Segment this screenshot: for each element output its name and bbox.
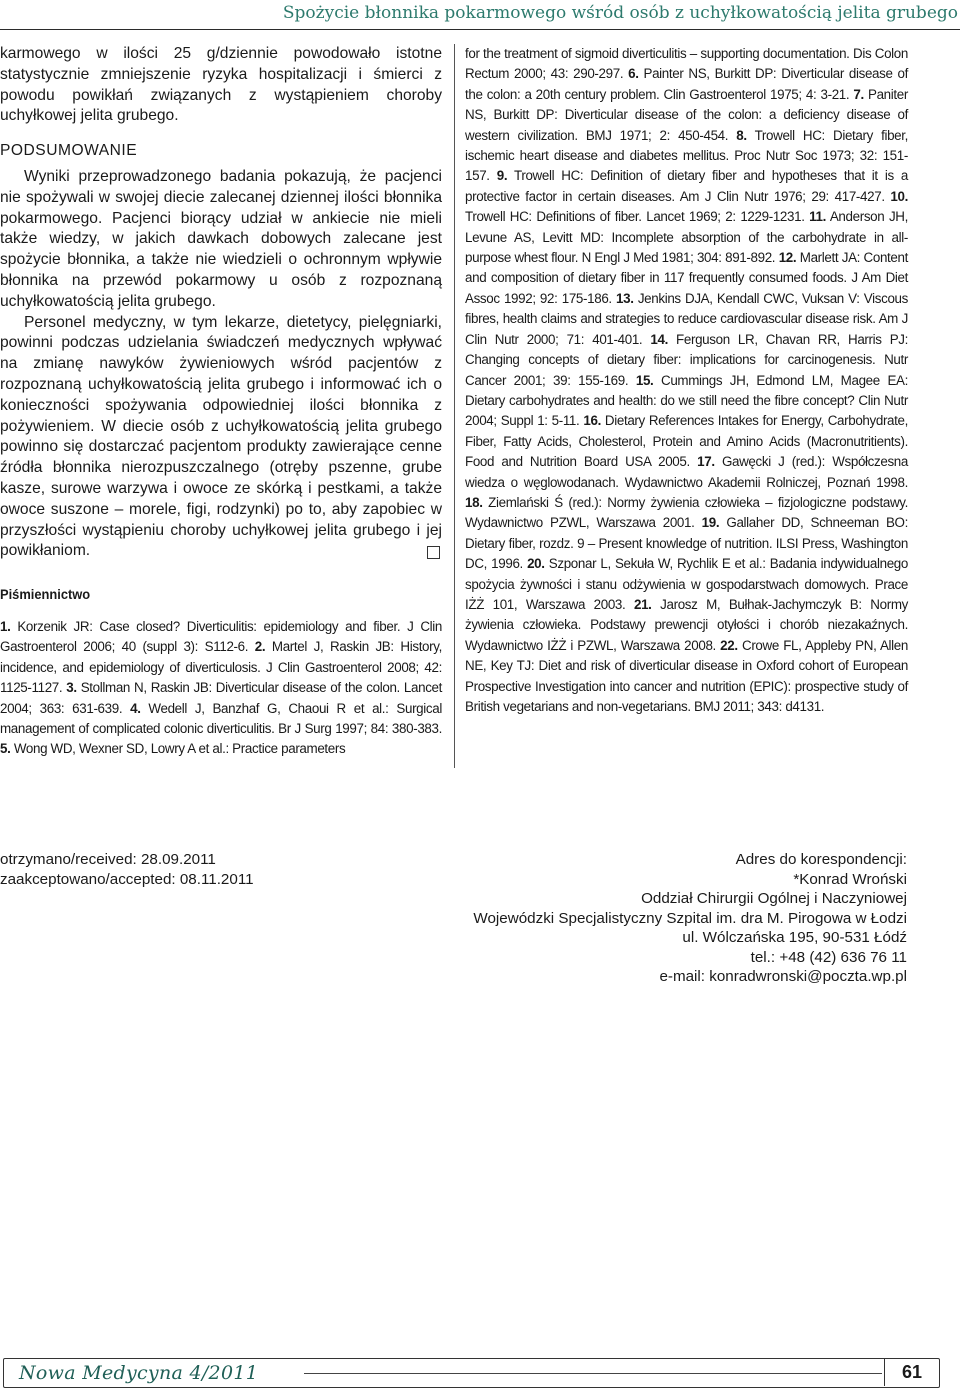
page-number: 61 xyxy=(884,1359,939,1386)
reference-text: for the treatment of sigmoid diverticulitis – supporting documentation. Dis Colon Rectum 2000; 43: 290-297. xyxy=(465,46,908,82)
received-date: otrzymano/received: 28.09.2011 xyxy=(0,851,216,868)
square-end-mark-icon xyxy=(427,546,440,559)
summary-paragraph-2-text: Personel medyczny, w tym lekarze, dietetycy, pielęgniarki, powinni podczas udzielania świadczeń medycznych wpływać na zmianę nawyków żywieniowych wśród pacjentów z rozpoznaną uchyłkowatością jelita grubego i informować ich o konieczności spożywania odpowiedniej ilości błonnika z pożywieniem. W diecie osób z uchyłkowatością jelita grubego powinno się dostarczać pacjentom produkty zawierające cenne źródła błonnika nierozpuszczalnego (otręby pszenne, grube kasze, surowe warzywa i owoce ze skórką i pestkami, a także owoce suszone – morele, figi, rodzynki) po to, aby zapobiec w przyszłości wystąpieniu choroby uchyłkowej jelita grubego i jej powikłaniom. xyxy=(0,313,442,560)
reference-number: 7. xyxy=(853,86,864,102)
reference-number: 12. xyxy=(778,250,797,266)
summary-paragraph-2 xyxy=(0,313,442,563)
reference-text: Wong WD, Wexner SD, Lowry A et al.: Practice parameters xyxy=(10,741,346,757)
intro-paragraph: karmowego w ilości 25 g/dziennie powodowało istotne statystycznie zmniejszenie ryzyka hospitalizacji i śmierci z powodu powikłań związanych z wystąpieniem choroby uchyłkowej jelita grubego. xyxy=(0,45,442,125)
reference-text: Jenkins DJA, Kendall CWC, Vuksan V: Viscous fibres, health claims and strategies to reduce cardiovascular disease risk. Am J Clin Nutr 2000; 71: 401-401. xyxy=(465,290,908,347)
correspondence-name: *Konrad Wroński xyxy=(793,870,907,888)
reference-text: Ziemlański Ś (red.): Normy żywienia człowieka – fizjologiczne podstawy. Wydawnictwo PZWL, Warszawa 2001. xyxy=(465,494,908,531)
references-heading: Piśmiennictwo xyxy=(0,586,91,603)
column-divider xyxy=(454,44,455,768)
references-list-right xyxy=(465,44,908,717)
left-column xyxy=(0,44,442,760)
correspondence-department: Oddział Chirurgii Ogólnej i Naczyniowej xyxy=(641,890,907,907)
reference-number: 19. xyxy=(701,515,720,531)
reference-number: 10. xyxy=(890,188,908,204)
reference-text: Trowell HC: Definitions of fiber. Lancet 1969; 2: 1229-1231. xyxy=(465,209,810,225)
correspondence-label: Adres do korespondencji: xyxy=(735,851,907,868)
reference-text: Dietary References Intakes for Energy, Carbohydrate, Fiber, Fatty Acids, Cholesterol, Protein and Amino Acids (Macronutritients). Food and Nutrition Board USA 2005. xyxy=(465,413,908,470)
reference-number: 1. xyxy=(0,618,11,634)
journal-footer-bar xyxy=(3,1358,940,1388)
running-head xyxy=(0,0,960,30)
reference-text: Ferguson LR, Chavan RR, Harris PJ: Changing concepts of dietary fiber: implications for carcinogenesis. Nutr Cancer 2001; 39: 155-169. xyxy=(465,331,909,388)
correspondence-email: e-mail: konradwronski@poczta.wp.pl xyxy=(659,968,907,985)
reference-text: Painter NS, Burkitt DP: Diverticular disease of the colon: a 20th century problem. Clin Gastroenterol 1975; 4: 3-21. xyxy=(465,66,908,102)
reference-number: 16. xyxy=(583,413,601,429)
correspondence-block xyxy=(473,850,907,987)
reference-text: Martel J, Raskin JB: History, incidence, and epidemiology of diverticulosis. J Clin Gastroenterol 2008; 42: 1125-1127. xyxy=(0,639,442,696)
accepted-date: zaakceptowano/accepted: 08.11.2011 xyxy=(0,870,254,888)
reference-text: Jarosz M, Bułhak-Jachymczyk B: Normy żywienia człowieka. Podstawy prewencji otyłości i chorób niezakaźnych. Wydawnictwo IŻŻ i PZWL, Warszawa 2008. xyxy=(465,596,908,653)
reference-text: Trowell HC: Definition of dietary fiber and hypotheses that it is a protective factor in certain diseases. Am J Clin Nutr 1976; 29: 417-427. xyxy=(465,168,908,204)
reference-text: Marlett JA: Content and composition of dietary fiber in 117 frequently consumed foods. J Am Diet Assoc 1992; 92: 175-186. xyxy=(465,250,908,306)
summary-paragraph-1: Wyniki przeprowadzonego badania pokazują, że pacjenci nie spożywali w swojej diecie zalecanej dziennej ilości błonnika pokarmowego. Pacjenci biorący udział w ankiecie nie mieli także wiedzy, w jakich dawkach dobowych zalecane jest spożycie błonnika, a także nie wiedzieli o ochronnym wpływie błonnika na przewód pokarmowy u osób z rozpoznaną uchyłkowatością jelita grubego. xyxy=(0,167,442,310)
reference-number: 17. xyxy=(697,454,715,470)
reference-number: 22. xyxy=(720,637,738,653)
reference-text: Gallaher DD, Schneeman BO: Dietary fiber, rozdz. 9 – Present knowledge of nutrition. ILSI Press, Washington DC, 1996. xyxy=(465,515,908,572)
reference-text: Crowe FL, Appleby PN, Allen NE, Key TJ: Diet and risk of diverticular disease in Oxford cohort of European Prospective Investigation into cancer and nutrition (EPIC): prospective study of British vegetarians and non-vegetarians. BMJ 2011; 343: d4131. xyxy=(465,637,908,714)
reference-number: 13. xyxy=(616,290,634,306)
running-head-title: Spożycie błonnika pokarmowego wśród osób z uchyłkowatością jelita grubego xyxy=(282,3,958,23)
reference-number: 20. xyxy=(527,556,545,572)
reference-number: 8. xyxy=(736,127,747,143)
reference-text: Stollman N, Raskin JB: Diverticular disease of the colon. Lancet 2004; 363: 631-639. xyxy=(0,680,443,716)
correspondence-street: ul. Wólczańska 195, 90-531 Łódź xyxy=(682,929,907,946)
reference-number: 5. xyxy=(0,741,11,757)
reference-text: Anderson JH, Levune AS, Levitt MD: Incomplete absorption of the carbohydrate in all-purpose whest flour. N Engl J Med 1981; 304: 891-892. xyxy=(465,209,908,266)
section-heading: PODSUMOWANIE xyxy=(0,142,138,160)
reference-number: 3. xyxy=(66,680,77,696)
correspondence-hospital: Wojewódzki Specjalistyczny Szpital im. dra M. Pirogowa w Łodzi xyxy=(473,909,907,927)
references-list-left xyxy=(0,617,442,760)
reference-text: Wedell J, Banzhaf G, Chaoui R et al.: Surgical management of complicated colonic diverticulitis. Br J Surg 1997; 84: 380-383. xyxy=(0,700,442,736)
reference-text: Gawęcki J (red.): Współczesna wiedza o węglowodanach. Wydawnictwo Akademii Rolniczej, Poznań 1998. xyxy=(465,454,908,490)
journal-name: Nowa Medycyna 4/2011 xyxy=(19,1362,259,1384)
reference-text: Szponar L, Sekuła W, Rychlik E et al.: Badania indywidualnego spożycia żywności i stanu odżywienia w gospodarstwach domowych. Prace IŻŻ 101, Warszawa 2003. xyxy=(465,556,909,612)
footer-rule xyxy=(304,1373,882,1374)
reference-text: Trowell HC: Dietary fiber, ischemic heart disease and diabetes mellitus. Proc Nutr Soc 1973; 32: 151-157. xyxy=(465,127,909,184)
reference-number: 6. xyxy=(628,66,639,82)
reference-number: 9. xyxy=(496,168,508,184)
reference-text: Korzenik JR: Case closed? Diverticulitis: epidemiology and fiber. J Clin Gastroenterol 2006; 40 (suppl 3): S112-6. xyxy=(0,618,442,655)
reference-number: 21. xyxy=(633,596,652,612)
reference-number: 14. xyxy=(650,331,668,347)
reference-number: 18. xyxy=(465,494,483,510)
correspondence-phone: tel.: +48 (42) 636 76 11 xyxy=(750,948,907,966)
reference-text: Paniter NS, Burkitt DP: Diverticular disease of the colon: a deficiency disease of western civilization. BMJ 1971; 2: 450-454. xyxy=(465,86,908,143)
reference-text: Cummings JH, Edmond LM, Magee EA: Dietary carbohydrates and health: do we still need the fibre concept? Clin Nutr 2004; Suppl 1: 5-11. xyxy=(465,372,908,429)
reference-number: 2. xyxy=(254,639,266,655)
reference-number: 11. xyxy=(809,209,826,225)
reference-number: 4. xyxy=(130,700,141,716)
reference-number: 15. xyxy=(635,372,654,388)
dates-block xyxy=(0,850,254,889)
